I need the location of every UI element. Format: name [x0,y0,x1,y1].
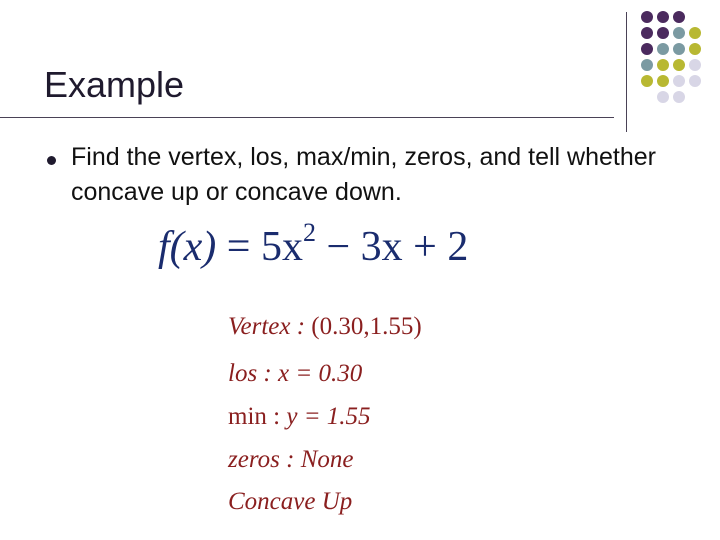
decorative-dot [657,59,669,71]
decorative-dot [689,43,701,55]
decorative-dot [673,59,685,71]
result-label: Vertex : [228,313,306,340]
decorative-dot [673,27,685,39]
decorative-dot [673,91,685,103]
decorative-dot [657,91,669,103]
decorative-dot [657,43,669,55]
result-concavity [228,488,352,516]
decorative-dot [641,59,653,71]
decorative-dot [689,91,701,103]
result-min [228,403,371,431]
result-zeros [228,446,353,474]
quadratic-equation [158,218,469,271]
decorative-dot [657,75,669,87]
corner-divider [626,12,627,132]
result-value: y = 1.55 [286,403,371,430]
decorative-dot [641,43,653,55]
result-value: x = 0.30 [278,360,363,387]
result-vertex [228,313,422,341]
result-los [228,360,362,388]
equation-term1: $5x^2$ [260,218,316,270]
result-label: los : [228,360,272,387]
decorative-dot [689,59,701,71]
decorative-dot [689,11,701,23]
result-label: Concave Up [228,488,353,515]
decorative-dot [641,11,653,23]
result-value: (0.30,1.55) [311,313,422,340]
equation-lhs: f(x) [158,224,217,270]
decorative-dot [673,11,685,23]
decorative-dot [641,91,653,103]
decorative-dot [673,43,685,55]
result-label: zeros : [228,446,295,473]
title-divider [0,117,614,118]
decorative-dot [673,75,685,87]
decorative-dot [657,27,669,39]
decorative-dot-grid [641,11,701,103]
result-value: None [300,446,354,473]
bullet-text: Find the vertex, los, max/min, zeros, and tell whether concave up or concave down. [71,143,656,206]
equation-rest: − 3x + 2 [326,224,469,270]
decorative-dot [641,27,653,39]
decorative-dot [641,75,653,87]
decorative-dot [657,11,669,23]
slide-title: Example [44,64,185,105]
equation-equals: = [226,224,251,270]
equation-exponent: 2 [302,218,316,247]
decorative-dot [689,75,701,87]
result-label: min : [228,403,281,430]
bullet-marker [47,156,56,165]
decorative-dot [689,27,701,39]
